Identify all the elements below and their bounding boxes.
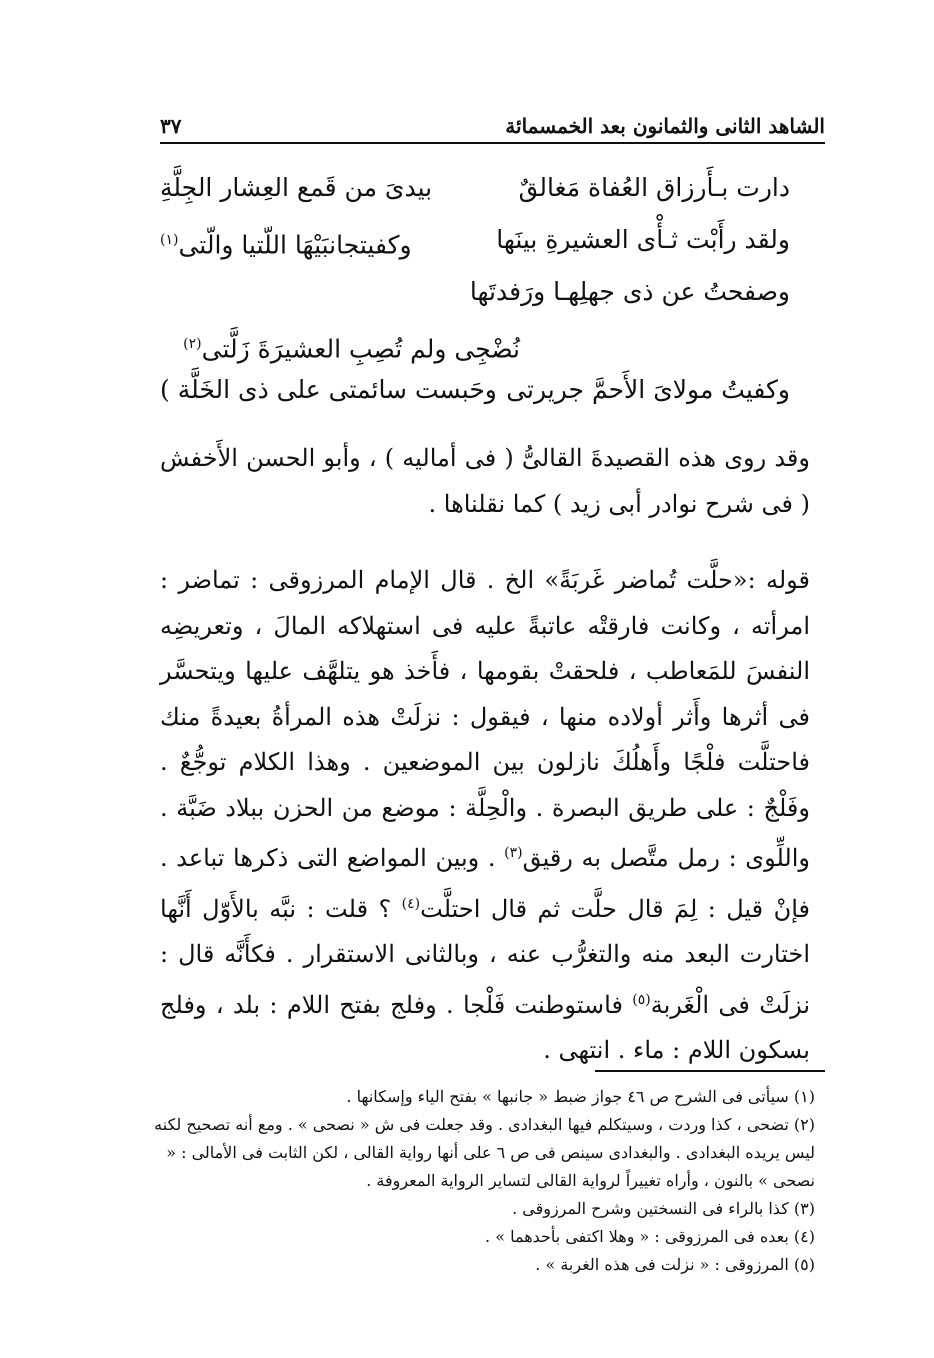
footnote-marker: (٣) <box>504 845 523 861</box>
verse-hemistich-first: ولقد رأَبْت ثـأْى العشيرةِ بينَها <box>496 225 790 254</box>
footnote: (١) سيأتى فى الشرح ص ٤٦ جواز ضبط « جانبها » بفتح الياء وإسكانها . <box>346 1087 815 1106</box>
verse-hemistich-first: دارت بـأَرزاق العُفاة مَغالقٌ <box>518 173 790 202</box>
commentary-segment: قوله :«حلَّت تُماضر غَربَةً» الخ . قال الإمام المرزوقى : تماضر : امرأته ، وكانت فارقتْه عاتبةً عليه فى استهلاكه المالَ ، وتعريضِه النفسَ للمَعاطب ، فلحقتْ بقومها ، فأَخذ هو يتلهَّف عليها ويتحسَّر فى أثرها وأَثر أولاده منها ، فيقول : نزلَتْ هذه المرأةُ بعيدةً منك فاحتلَّت فلْجًا وأَهلُكَ نازلون بين الموضعين . وهذا الكلام توجُّعٌ . وفَلْجٌ : على طريق البصرة . والْحِلَّة : موضع من الحزن ببلاد ضَبَّة . واللِّوى : رمل متَّصل به رقيق <box>160 566 810 872</box>
verse-text: نُضْجِى ولم تُصِبِ العشيرَةَ زَلَّتى <box>201 334 520 364</box>
intro-paragraph <box>160 436 810 527</box>
footnote-rule <box>595 1070 825 1072</box>
footnote: (٥) المرزوقى : « نزلت فى هذه الغربة » . <box>535 1255 815 1274</box>
verse-line <box>160 160 790 216</box>
footnote: (٣) كذا بالراء فى النسختين وشرح المرزوقى . <box>512 1199 815 1218</box>
commentary-paragraph <box>160 558 810 1074</box>
intro-text: وقد روى هذه القصيدةَ القالىُّ ( فى أماليه ) ، وأبو الحسن الأَخفش ( فى شرح نوادر أبى زيد ) كما نقلناها . <box>160 444 810 518</box>
commentary-segment: . وبين المواضع التى ذكرها تباعد . فإنْ قيل : لِمَ قال حلَّت ثم قال احتلَّت <box>160 844 810 923</box>
verse-line <box>160 362 790 418</box>
verse-text: وكفيتجانبَيْهَا اللّتيا والّتى <box>178 230 412 260</box>
page-header <box>160 104 825 138</box>
footnote: (٤) بعده فى المرزوقى : « وهلا اكتفى بأحدهما » . <box>485 1227 815 1246</box>
footnote-marker: (١) <box>160 232 179 248</box>
header-rule <box>160 142 825 144</box>
footnote-marker: (٤) <box>401 895 421 912</box>
page-number: ٣٧ <box>160 114 182 138</box>
footnote: (٢) تضحى ، كذا وردت ، وسيتكلم فيها البغدادى . وقد جعلت فى ش « نصحى » . ومع أنه تصحيح لكنه ليس يريده البغدادى . والبغدادى سينص فى ص ٦ على أنها رواية القالى ، لكن الثابت فى الأمالى : « نصحى » بالنون ، وأراه تغييراً لرواية القالى لتساير الرواية المعروفة . <box>154 1115 815 1190</box>
commentary-segment: فاستوطنت فَلْجا . وفلج بفتح اللام : بلد ، وفلج بسكون اللام : ماء . انتهى . <box>160 990 810 1064</box>
verse-hemistich-first: وكفيتُ مولاىَ الأَحمَّ جريرتى <box>506 375 790 404</box>
commentary-segment: ؟ قلت : نبَّه بالأَوّل أَنَّها اختارت البعد منه والتغرُّب عنه ، وبالثانى الاستقرار . فكأَنَّه قال : نزلَتْ فى الْغَربة <box>160 894 810 1019</box>
verse-hemistich-second: وحَبست سائمتى على ذى الخَلَّة ) <box>160 375 497 404</box>
running-title: الشاهد الثانى والثمانون بعد الخمسمائة <box>505 114 825 138</box>
commentary-text <box>160 558 810 1074</box>
footnote-marker: (٢) <box>183 336 202 352</box>
verse-line <box>160 264 790 320</box>
verse-hemistich-first: وصفحتُ عن ذى جهلِهـا ورَفدتَها <box>469 277 790 306</box>
verse-hemistich-second: بيدىَ من قَمع العِشار الجِلَّةِ <box>160 173 433 202</box>
verse-line <box>160 212 790 268</box>
footnote-marker: (٥) <box>632 991 651 1008</box>
footnotes <box>150 1083 815 1279</box>
